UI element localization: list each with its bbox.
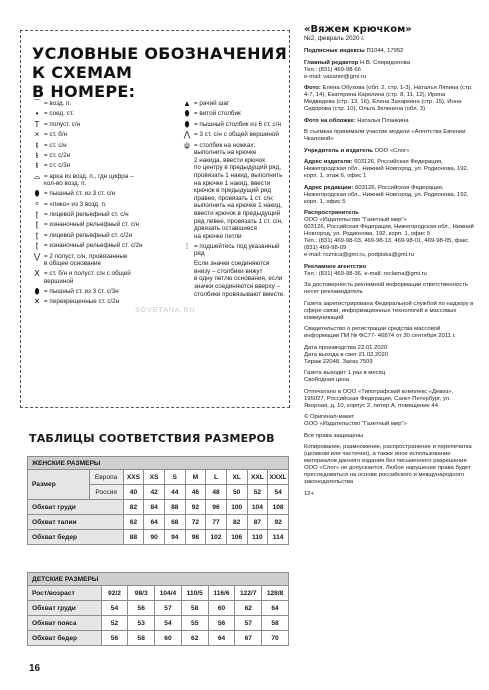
- table-cell: 58: [262, 616, 289, 631]
- imprint-text: Тел.: (831) 469-98-36, e-mail: reclama@gmi.ru: [304, 270, 427, 277]
- table-cell: 60: [155, 631, 182, 646]
- legend-item: [180, 142, 286, 241]
- imprint-text: Н.В. Спиридонова Тел.: (831) 469-98-66 e-mail: vazanie@gmi.ru: [304, 59, 410, 80]
- table-cell: 96: [206, 500, 227, 515]
- table-cell: 52: [101, 616, 128, 631]
- row-label: Обхват бедер: [28, 631, 102, 646]
- imprint-text: Газета зарегистрирована Федеральной службой по надзору в сфере связи, информационных технологий и массовых коммуникаций: [304, 300, 474, 321]
- table-cell: 54: [101, 601, 128, 616]
- legend-item: [30, 298, 178, 306]
- table-cell: 58: [181, 601, 208, 616]
- imprint-block: [304, 491, 474, 498]
- table-cell: 77: [206, 515, 227, 530]
- imprint-text: Все права защищены: [304, 432, 364, 439]
- imprint-block: [304, 370, 474, 384]
- kids-section-header: ДЕТСКИЕ РАЗМЕРЫ: [28, 573, 289, 586]
- page-number: 16: [29, 663, 41, 674]
- table-cell: 122/7: [235, 586, 262, 601]
- table-cell: 70: [262, 631, 289, 646]
- legend-item: [30, 288, 178, 296]
- row-join-icon: ⁞: [185, 241, 189, 251]
- imprint-block: [304, 264, 474, 278]
- imprint-block: [304, 282, 474, 296]
- legend-item-text: = изнаночный рельефный ст. с/2н: [44, 242, 143, 250]
- slip-stitch-icon: •: [35, 109, 39, 119]
- table-row: [28, 515, 289, 530]
- half-double-crochet-icon: T: [34, 119, 40, 129]
- imprint-block: [304, 301, 474, 322]
- imprint-block: [304, 433, 474, 440]
- europe-size-cell: XL: [226, 470, 247, 485]
- imprint-label: Адрес редакции:: [304, 184, 354, 191]
- legend-item-text: = пышный ст. из 3 ст. с/3н: [44, 287, 119, 295]
- table-cell: 53: [128, 616, 155, 631]
- single-crochet-icon: ×: [34, 130, 40, 140]
- table-row: [28, 500, 289, 515]
- table-cell: 64: [208, 631, 235, 646]
- imprint-block: [304, 118, 474, 125]
- imprint-text: © Оригинал-макет ООО «Издательство "Газетный мир"»: [304, 414, 407, 427]
- magazine-issue: №2, февраль 2020 г.: [304, 35, 365, 42]
- legend-item: [30, 152, 178, 160]
- table-cell: 62: [181, 631, 208, 646]
- kids-size-table: [27, 572, 289, 646]
- legend-item-text: Если значки соединяются внизу – столбики вяжут в одну петлю основания, если значки соединяются вверху – столбики провязывают вместе.: [194, 260, 285, 298]
- table-cell: 104/4: [155, 586, 182, 601]
- legend-item: [30, 142, 178, 150]
- legend-item: [30, 270, 178, 285]
- russia-size-cell: 46: [185, 485, 206, 500]
- size-label: Размер: [28, 470, 90, 500]
- legend-item-text: = арка из возд. п., где цифра – кол-во возд. п.: [44, 172, 134, 188]
- table-cell: 102: [206, 530, 227, 545]
- legend-item-text: = ст. б/н: [44, 131, 68, 139]
- table-row: [28, 530, 289, 545]
- table-cell: 82: [226, 515, 247, 530]
- legend-item-text: = ст. с/н: [44, 141, 67, 149]
- table-cell: 68: [164, 515, 185, 530]
- russia-size-cell: 54: [268, 485, 289, 500]
- legend-item-text: = лицевой рельефный ст. с/2н: [44, 231, 133, 239]
- europe-size-cell: L: [206, 470, 227, 485]
- picot-step-icon: ▲: [183, 99, 191, 108]
- table-cell: 56: [128, 601, 155, 616]
- imprint-label: Фото на обложке:: [304, 117, 356, 124]
- legend-item: [30, 232, 178, 240]
- table-cell: 55: [181, 616, 208, 631]
- imprint-block: [304, 185, 474, 206]
- treble-crochet-icon: ŧ: [35, 150, 39, 160]
- table-cell: 92: [185, 500, 206, 515]
- sizes-title: ТАБЛИЦЫ СООТВЕТСТВИЯ РАЗМЕРОВ: [29, 432, 275, 445]
- front-post-tr-icon: ʈ: [35, 230, 39, 240]
- table-cell: 56: [208, 616, 235, 631]
- imprint-text: ООО «Издательство "Газетный мир"» 603126, Российская Федерация, Нижегородская обл., Нижний Новгород, ул. Родионова, 192, корп. 1, офис 5 Тел.: (831) 469-98-03, 469-98-13, 469-98-01, 469-98-05, факс (831) 469-98-09 e-mail: roznica@gmi.ru, podpiska@gmi.ru: [304, 217, 474, 258]
- table-cell: 98/3: [128, 586, 155, 601]
- front-post-dc-icon: ʈ: [35, 210, 39, 220]
- table-cell: 128/8: [262, 586, 289, 601]
- bobble-icon: ⬮: [184, 109, 190, 119]
- russia-size-cell: 40: [123, 485, 144, 500]
- legend-item-text: = 2 полуст. с/н, провязанные в общее основание: [44, 252, 128, 268]
- table-cell: 57: [155, 601, 182, 616]
- table-cell: 54: [155, 616, 182, 631]
- legend-item: [180, 243, 286, 258]
- table-cell: 58: [128, 631, 155, 646]
- legend-item: [30, 201, 178, 209]
- sc-hdc-together-icon: Ⅹ: [34, 269, 40, 279]
- legend-item: [180, 260, 286, 298]
- table-cell: 114: [268, 530, 289, 545]
- europe-size-cell: S: [164, 470, 185, 485]
- legend-item: [180, 110, 286, 118]
- table-cell: 56: [101, 631, 128, 646]
- imprint-text: В съемках принимали участие модели «Агентства Евгении Чкаловой»: [304, 129, 466, 142]
- double-treble-crochet-icon: ŧ: [35, 161, 39, 171]
- legend-item: [30, 242, 178, 250]
- imprint-text: Дата производства 22.01.2020 Дата выхода в свет 21.02.2020 Тираж 22048. Заказ 7509: [304, 344, 389, 365]
- imprint-block: [304, 345, 474, 366]
- legend-item-text: = витой столбик: [194, 110, 241, 118]
- imprint-label: Главный редактор: [304, 59, 359, 66]
- legend-item-text: = перекрещенные ст. с/2н: [44, 298, 120, 306]
- table-cell: 104: [247, 500, 268, 515]
- legend-item: [30, 253, 178, 268]
- imprint-block: [304, 129, 474, 143]
- women-section-header: ЖЕНСКИЕ РАЗМЕРЫ: [28, 457, 289, 470]
- row-label: Рост/возраст: [28, 586, 102, 601]
- legend-title-line-1: УСЛОВНЫЕ ОБОЗНАЧЕНИЯ К СХЕМАМ: [32, 44, 288, 82]
- imprint-text: Свидетельство о регистрации средства массовой информации ПИ № ФС77- 46874 от 30 сентября 2011 г.: [304, 326, 456, 339]
- table-cell: 67: [235, 631, 262, 646]
- russia-size-cell: 42: [144, 485, 165, 500]
- puff-stitch-icon: ⬮: [34, 189, 40, 199]
- imprint-text: Копирование, размножение, распространение и перепечатка (целиком или частично), а также иное использование материалов данного издания без письменного разрешения ООО «Слог» не допускается. Любое нарушение права будет преследоваться на основе российского и международного законодательства: [304, 444, 472, 485]
- imprint-block: [304, 48, 474, 55]
- legend-left-column: [30, 100, 178, 309]
- europe-size-cell: M: [185, 470, 206, 485]
- row-label: Обхват талии: [28, 515, 124, 530]
- row-label: Обхват груди: [28, 601, 102, 616]
- imprint-column: [304, 24, 474, 502]
- imprint-label: Рекламное агентство: [304, 263, 367, 270]
- europe-size-cell: XS: [144, 470, 165, 485]
- russia-size-cell: 52: [247, 485, 268, 500]
- table-cell: 92: [268, 515, 289, 530]
- imprint-label: Подписные индексы: [304, 48, 365, 54]
- table-cell: 72: [185, 515, 206, 530]
- legend-item: [30, 173, 178, 188]
- back-post-dc-icon: ʈ: [35, 220, 39, 230]
- table-cell: 64: [262, 601, 289, 616]
- table-cell: 62: [123, 515, 144, 530]
- dc2tog-icon: ⋁: [33, 251, 41, 261]
- europe-size-cell: XXL: [247, 470, 268, 485]
- table-cell: 87: [247, 515, 268, 530]
- dc3tog-icon: ⋀: [183, 130, 191, 140]
- legend-item-text: = соед. ст.: [44, 110, 74, 118]
- imprint-text: За достоверность рекламной информации ответственность несет рекламодатель: [304, 282, 468, 295]
- legend-item-text: = ст. с/3н: [44, 162, 71, 170]
- legend-item: [180, 100, 286, 108]
- double-crochet-icon: ŧ: [35, 140, 39, 150]
- imprint-text: 12+: [304, 490, 314, 497]
- table-cell: 98: [185, 530, 206, 545]
- legend-item-text: = лицевой рельефный ст. с/н: [44, 211, 129, 219]
- russia-label: Россия: [89, 485, 123, 500]
- magazine-title: «Вяжем крючком»: [304, 24, 412, 35]
- legend-item: [30, 221, 178, 229]
- imprint-text: 603126, Российская Федерация, Нижегородская обл., Нижний Новгород, ул. Родионова, 192, корп. 1, офис 5: [304, 184, 469, 205]
- table-cell: 88: [123, 530, 144, 545]
- imprint-block: [304, 444, 474, 486]
- legend-item: [30, 100, 178, 108]
- russia-size-cell: 50: [226, 485, 247, 500]
- legend-item-text: = полуст. с/н: [44, 120, 81, 128]
- legend-item-text: = рачий шаг: [194, 100, 230, 107]
- legend-item: [30, 121, 178, 129]
- table-cell: 106: [226, 530, 247, 545]
- russia-size-cell: 48: [206, 485, 227, 500]
- imprint-block: [304, 159, 474, 180]
- imprint-text: П1044, 17952: [364, 48, 404, 54]
- europe-size-cell: XXS: [123, 470, 144, 485]
- chain-stitch-icon: ⌒: [33, 99, 41, 108]
- imprint-block: [304, 60, 474, 81]
- legend-item-text: = пышный ст. из 3 ст. с/н: [44, 190, 116, 198]
- table-cell: 116/6: [208, 586, 235, 601]
- legend-item: [180, 131, 286, 139]
- table-cell: 94: [164, 530, 185, 545]
- table-cell: 110: [247, 530, 268, 545]
- imprint-blocks: [304, 48, 474, 498]
- legend-item: [30, 110, 178, 118]
- legend-right-column: [180, 100, 286, 301]
- table-row: [28, 616, 289, 631]
- imprint-label: Адрес издателя:: [304, 159, 353, 165]
- legend-item-text: = «пико» из 3 возд. п.: [44, 200, 107, 208]
- row-label: Обхват бедер: [28, 530, 124, 545]
- picot-icon: ᵒ: [35, 199, 39, 209]
- women-size-table: [27, 456, 289, 545]
- imprint-text: Наталья Планкина: [355, 117, 409, 124]
- table-cell: 84: [144, 500, 165, 515]
- europe-size-cell: XXXL: [268, 470, 289, 485]
- legend-item-text: = пышный столбик из 6 ст. с/н: [194, 120, 281, 128]
- table-row: [28, 631, 289, 646]
- legend-item-text: = изнаночный рельефный ст. с/н: [44, 221, 140, 229]
- legend-item-text: = подшейтесь под указанный ряд: [194, 242, 280, 258]
- table-row: [28, 586, 289, 601]
- imprint-block: [304, 85, 474, 113]
- back-post-tr-icon: ʈ: [35, 241, 39, 251]
- imprint-text: Газета выходит 1 раз в месяц Свободная цена: [304, 370, 386, 383]
- legend-item-text: = 3 ст. с/н с общей вершиной: [194, 131, 279, 139]
- table-cell: 60: [208, 601, 235, 616]
- legend-item-text: = столбик на ножках: выполнить на крючке 2 накида, ввести крючок по центру в предыдущий ряд, провязать 1 накид, выполнить на крючке 1 накид, ввести крючок в предыдущий ряд правее, провязать 1 ст. с/н; выполнить на крючке 1 накид, ввести крючок в предыдущий ряд левее, провязать 1 ст. с/н, довязать оставшиеся на крючке петли: [194, 141, 283, 240]
- legend-item: [30, 211, 178, 219]
- imprint-block: [304, 148, 474, 155]
- europe-label: Европа: [89, 470, 123, 485]
- row-label: Обхват груди: [28, 500, 124, 515]
- imprint-text: 603126, Российская Федерация, Нижегородская обл., Нижний Новгород, ул. Родионова, 192, корп. 1, этаж 6, офис 1: [304, 159, 469, 179]
- legend-item: [30, 190, 178, 198]
- imprint-label: Учредитель и издатель: [304, 147, 373, 154]
- imprint-block: [304, 389, 474, 410]
- table-cell: 64: [144, 515, 165, 530]
- table-cell: 88: [164, 500, 185, 515]
- row-label: Обхват пояса: [28, 616, 102, 631]
- imprint-block: [304, 210, 474, 259]
- imprint-block: [304, 414, 474, 428]
- imprint-block: [304, 326, 474, 340]
- legs-stitch-icon: ψ: [184, 140, 190, 150]
- table-cell: 92/2: [101, 586, 128, 601]
- legend-title-line-2: В НОМЕРЕ:: [32, 82, 136, 101]
- russia-size-cell: 44: [164, 485, 185, 500]
- legend-item-text: = возд. п.: [44, 100, 72, 107]
- imprint-text: Отпечатано в ООО «Типографский комплекс «Девиз», 195027, Российская Федерация, Санкт-Петербург, ул. Якорная, д. 10, корпус 2, литер А, помещение 44: [304, 388, 454, 409]
- watermark: SOVETANA.RU: [135, 307, 196, 314]
- legend-item-text: = ст. б/н и полуст. с/н с общей вершиной: [44, 270, 131, 285]
- legend-item: [30, 131, 178, 139]
- table-cell: 57: [235, 616, 262, 631]
- table-cell: 82: [123, 500, 144, 515]
- legend-item: [180, 121, 286, 129]
- table-cell: 62: [235, 601, 262, 616]
- puff-stitch-tr-icon: ⬮: [34, 286, 40, 296]
- imprint-label: Распространитель: [304, 210, 359, 216]
- table-row: [28, 601, 289, 616]
- legend-item-text: = ст. с/2н: [44, 151, 71, 159]
- puff-stitch-5-icon: ⬮: [184, 119, 190, 129]
- table-cell: 100: [226, 500, 247, 515]
- chain-arch-icon: ⌓: [33, 171, 41, 181]
- imprint-text: ООО «Слог»: [372, 147, 410, 154]
- table-cell: 110/5: [181, 586, 208, 601]
- table-cell: 108: [268, 500, 289, 515]
- imprint-text: Елена Обухова (обл. 2, стр. 1-3), Наталья Ляпина (стр. 4-7, 14), Екатерина Карелина (стр. 8, 11, 12), Ирина Медведева (стр. 13, 16), Елена Захаркина (стр. 15), Инна Сидорова (стр. 10), Ольга Зеленина (обл. 3): [304, 85, 473, 112]
- legend-item: [30, 162, 178, 170]
- crossed-stitches-icon: ✕: [33, 297, 41, 307]
- imprint-label: Фото:: [304, 85, 321, 91]
- table-cell: 90: [144, 530, 165, 545]
- legend-title: [32, 44, 292, 101]
